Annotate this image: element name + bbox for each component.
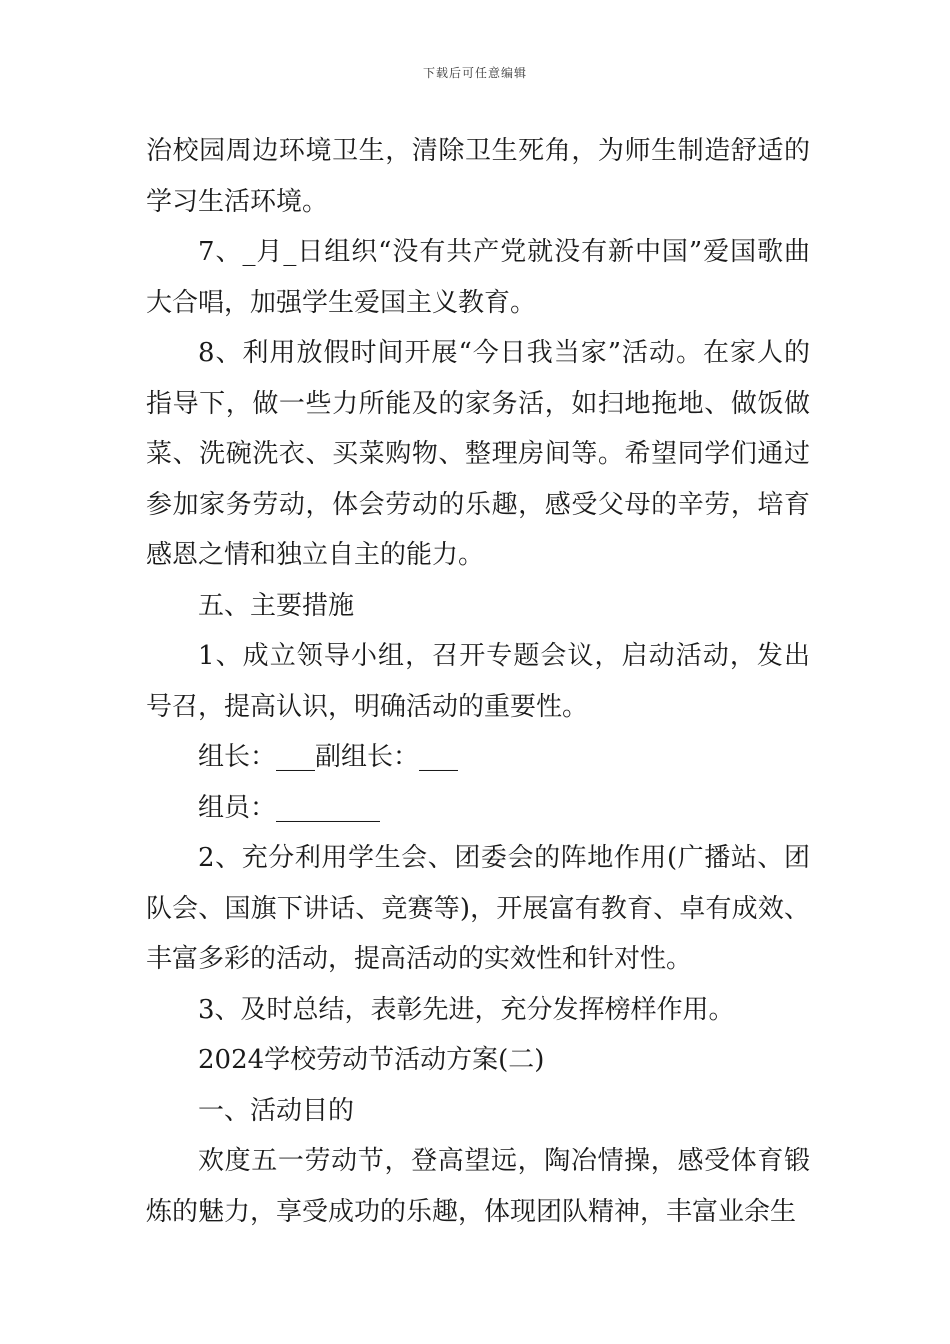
document-body xyxy=(146,126,810,1237)
paragraph-item-7: 7、_月_日组织“没有共产党就没有新中国”爱国歌曲大合唱，加强学生爱国主义教育。 xyxy=(146,237,810,318)
document-subtitle: 2024学校劳动节活动方案(二) xyxy=(198,1045,545,1075)
paragraph-purpose: 欢度五一劳动节，登高望远，陶冶情操，感受体育锻炼的魅力，享受成功的乐趣，体现团队精神，丰富业余生 xyxy=(146,1146,810,1227)
section-heading-measures: 五、主要措施 xyxy=(198,590,355,621)
paragraph-measure-2: 2、充分利用学生会、团委会的阵地作用(广播站、团队会、国旗下讲话、竞赛等)，开展富有教育、卓有成效、丰富多彩的活动，提高活动的实效性和针对性。 xyxy=(146,843,810,974)
section-heading-purpose: 一、活动目的 xyxy=(198,1095,355,1126)
page-header: 下载后可任意编辑 xyxy=(422,66,527,80)
paragraph-env-hygiene: 治校园周边环境卫生，清除卫生死角，为师生制造舒适的学习生活环境。 xyxy=(146,136,810,217)
paragraph-group-leader: 组长：___副组长：___ xyxy=(198,742,459,772)
paragraph-item-8: 8、利用放假时间开展“今日我当家”活动。在家人的指导下，做一些力所能及的家务活，如扫地拖地、做饭做菜、洗碗洗衣、买菜购物、整理房间等。希望同学们通过参加家务劳动，体会劳动的乐趣，感受父母的辛劳，培育感恩之情和独立自主的能力。 xyxy=(146,338,810,570)
paragraph-measure-3: 3、及时总结，表彰先进，充分发挥榜样作用。 xyxy=(198,994,735,1025)
paragraph-group-members: 组员：________ xyxy=(198,792,381,823)
paragraph-measure-1: 1、成立领导小组，召开专题会议，启动活动，发出号召，提高认识，明确活动的重要性。 xyxy=(146,641,810,722)
